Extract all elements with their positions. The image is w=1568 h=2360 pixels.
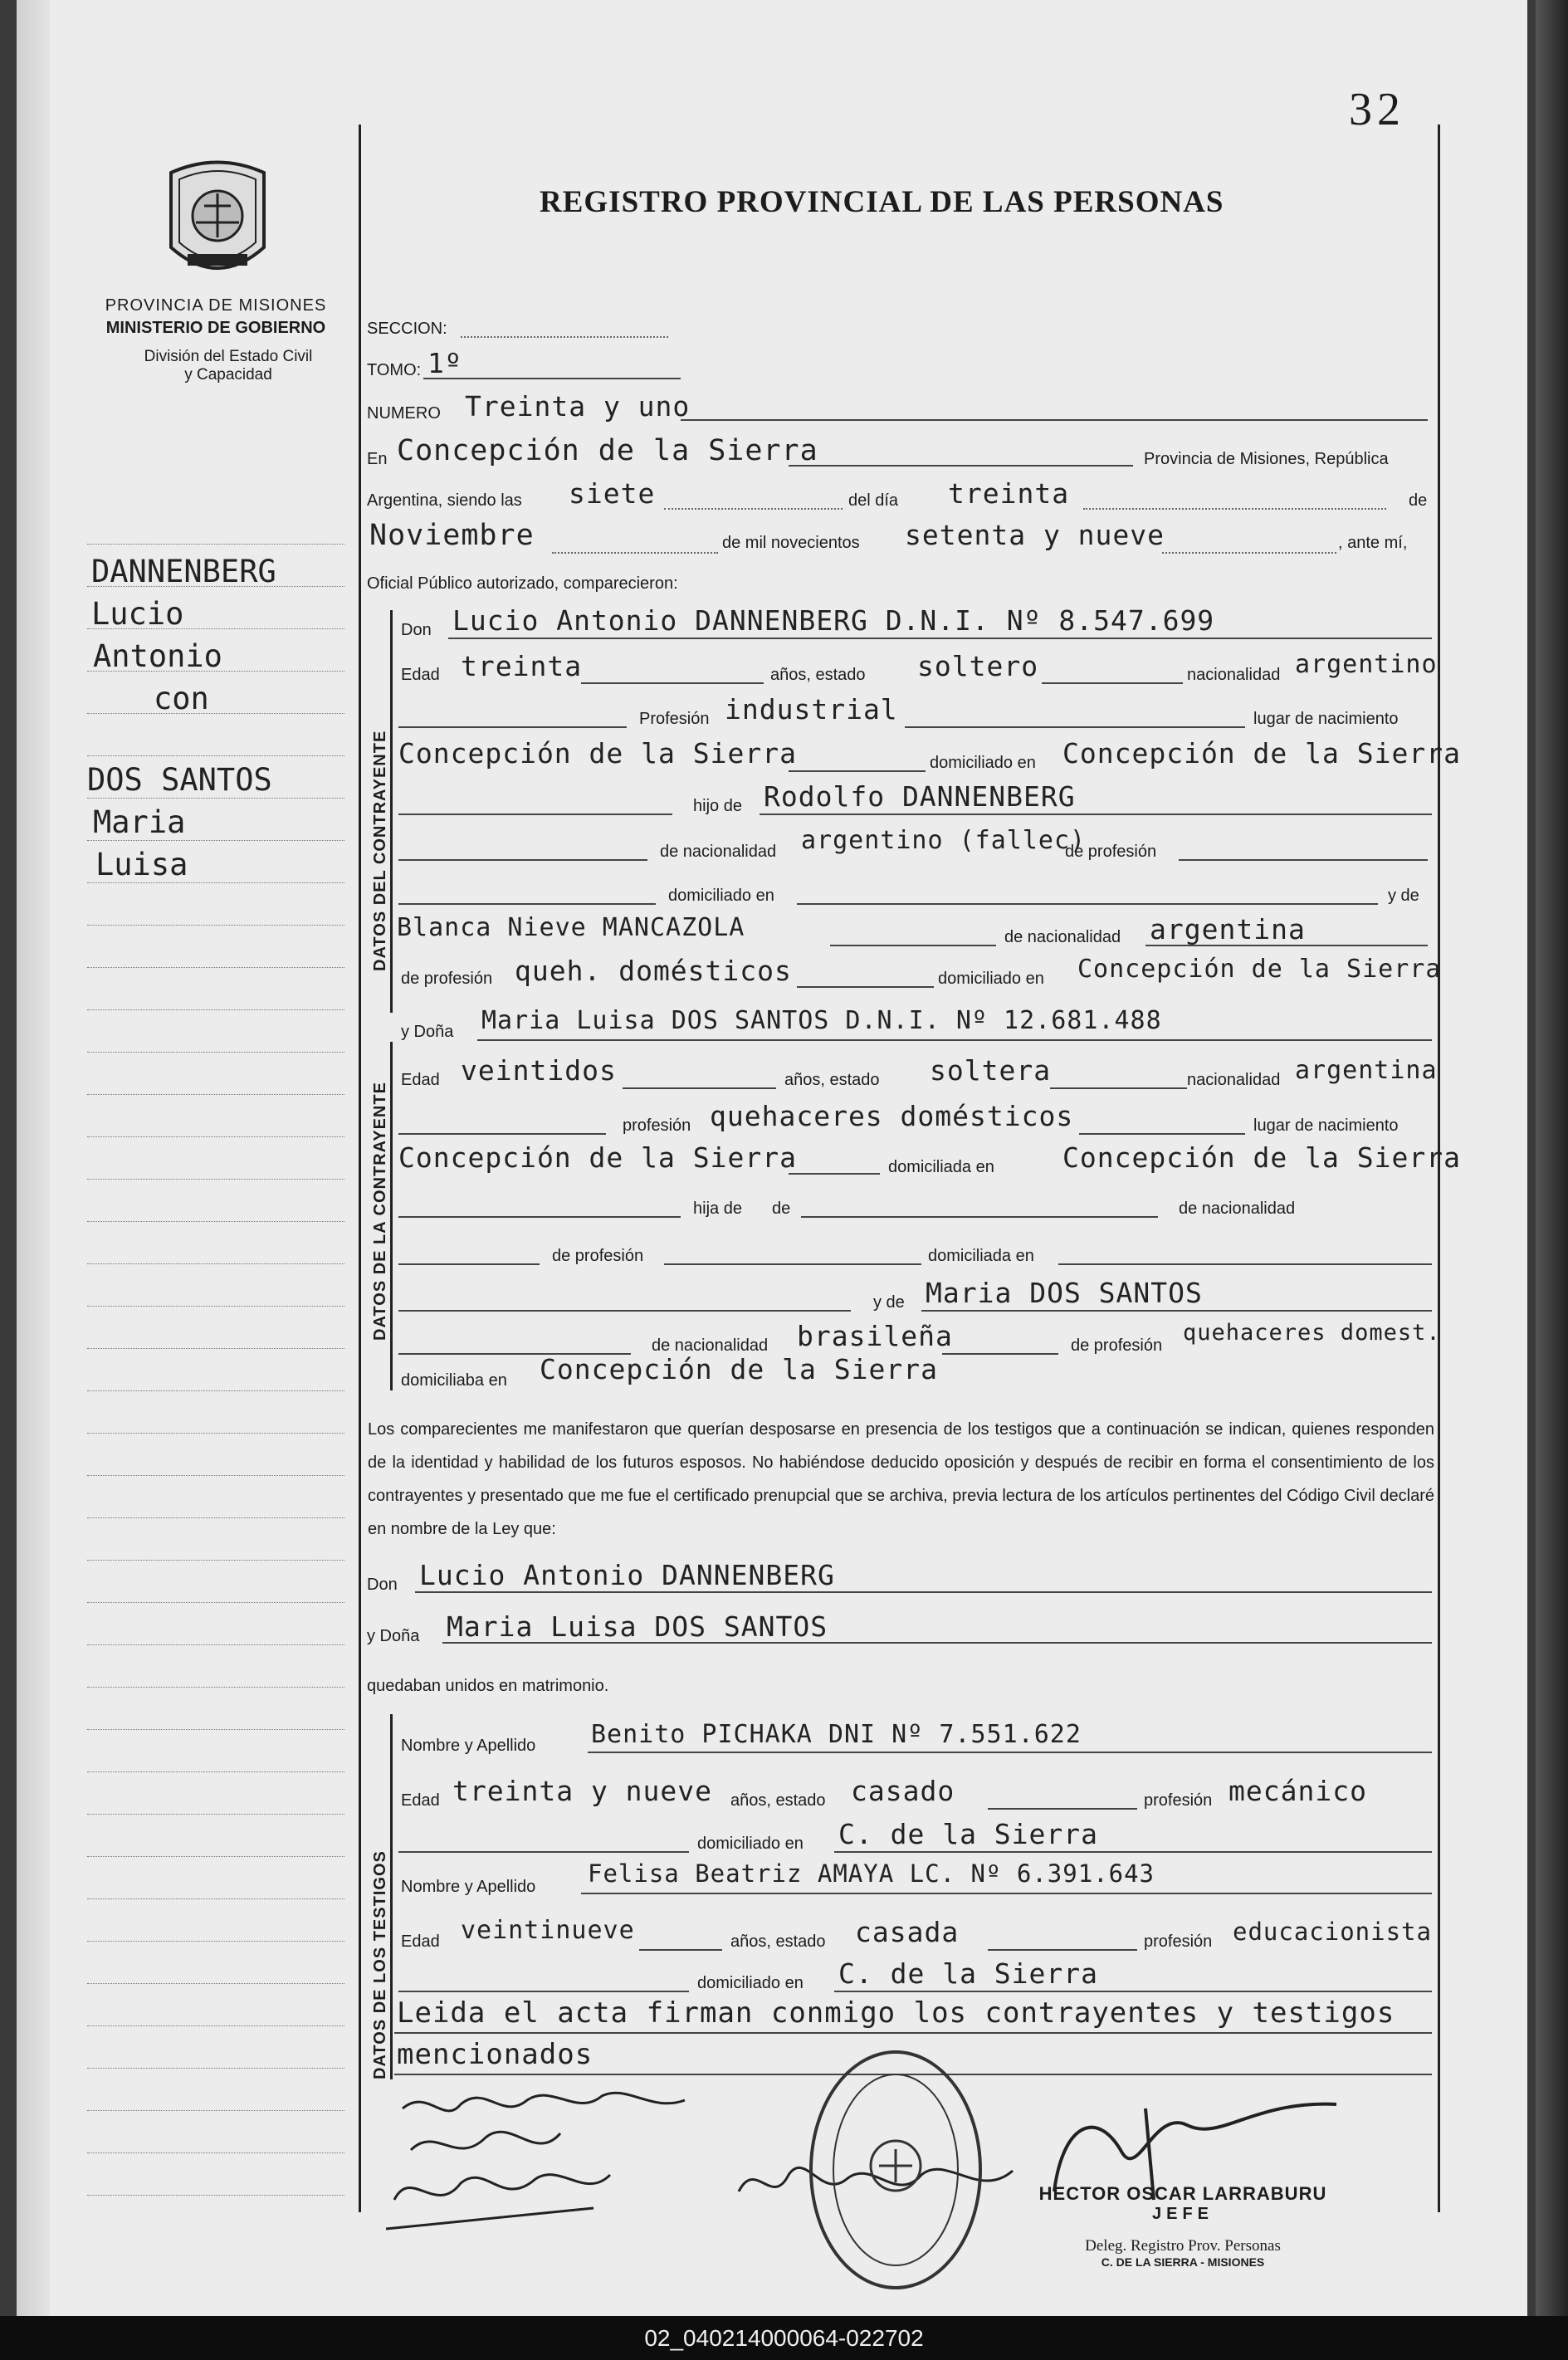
margin-line [87, 967, 344, 968]
margin-line [87, 1475, 344, 1476]
ministry-name: MINISTERIO DE GOBIERNO [105, 319, 326, 337]
t1-edad: treinta y nueve [452, 1775, 713, 1807]
de-label: de [1409, 491, 1428, 510]
margin-line [87, 2152, 344, 2153]
official-block [992, 2183, 1374, 2269]
margin-line [87, 1306, 344, 1307]
margin-line [87, 1771, 344, 1772]
month-value: Noviembre [369, 519, 535, 552]
t1-domicilio: C. de la Sierra [838, 1818, 1099, 1850]
mother-prof-line [797, 986, 934, 988]
contrayente-name-line [448, 638, 1432, 639]
division-name-1: División del Estado Civil [144, 348, 313, 365]
decl-dona-label: y Doña [367, 1627, 420, 1645]
margin-line [87, 544, 344, 545]
t2-estado: casada [855, 1916, 960, 1948]
t1-estado: casado [851, 1775, 955, 1807]
t1-estado-line [988, 1808, 1137, 1810]
profesion-line [905, 726, 1245, 728]
margin-note-line-7: Luisa [95, 847, 188, 882]
place-value: Concepción de la Sierra [397, 434, 818, 467]
contrayenta-profesion-label: profesión [623, 1116, 691, 1135]
t2-profesion-label: profesión [1144, 1932, 1213, 1951]
numero-label: NUMERO [367, 404, 441, 423]
mother-prof-label: de profesión [401, 970, 493, 988]
profesion-label: Profesión [639, 710, 710, 728]
testigos-side-label: DATOS DE LOS TESTIGOS [371, 1850, 389, 2079]
month-line [552, 552, 718, 554]
margin-line [87, 755, 344, 756]
footer-id: 02_040214000064-022702 [644, 2325, 924, 2351]
day-value: treinta [948, 477, 1070, 510]
contrayenta-nac: argentina [1295, 1056, 1438, 1085]
t2-domic-prefix-line [398, 1991, 689, 1992]
year-value: setenta y nueve [905, 519, 1165, 551]
place-line [789, 465, 1133, 467]
margin-note-line-6: Maria [93, 804, 186, 840]
page-left-edge [17, 0, 50, 2316]
nac-label: nacionalidad [1187, 666, 1281, 684]
t1-edad-label: Edad [401, 1791, 440, 1810]
margin-line [87, 713, 344, 714]
contrayente-nac: argentino [1295, 650, 1438, 679]
province-name: PROVINCIA DE MISIONES [105, 296, 327, 315]
mother-name-line [830, 945, 996, 946]
seccion-line [461, 336, 668, 338]
argentina-label: Argentina, siendo las [367, 491, 522, 510]
provincia-label: Provincia de Misiones, República [1144, 450, 1389, 468]
margin-line [87, 1390, 344, 1391]
official-stamp-icon [809, 2050, 982, 2289]
mother-domic-label: domiciliado en [938, 970, 1044, 988]
contrayente-profesion: industrial [725, 693, 898, 726]
dia-label: del día [848, 491, 899, 510]
edad-label: Edad [401, 666, 440, 684]
father-nac-prefix-line [398, 859, 647, 861]
hija-line [801, 1216, 1158, 1218]
margin-line [87, 1898, 344, 1899]
lugar-label: lugar de nacimiento [1253, 710, 1399, 728]
margin-note-line-2: Lucio [91, 596, 184, 632]
contrayenta-mother-prof-label: de profesión [1071, 1336, 1163, 1355]
division-name-2: y Capacidad [184, 366, 272, 384]
mother-prof: queh. domésticos [515, 955, 792, 987]
contrayenta-mother-nac-label: de nacionalidad [652, 1336, 769, 1355]
page-title: REGISTRO PROVINCIAL DE LAS PERSONAS [540, 185, 1224, 219]
margin-line [87, 1136, 344, 1137]
mother-nac: argentina [1150, 913, 1306, 945]
decl-don-label: Don [367, 1576, 398, 1594]
denac-label: de nacionalidad [660, 843, 777, 861]
margin-line [87, 2025, 344, 2026]
margin-line [87, 1179, 344, 1180]
father-domic-prefix-line [398, 903, 656, 905]
contrayenta-edad-label: Edad [401, 1071, 440, 1089]
margin-line [87, 1560, 344, 1561]
t2-name-line [581, 1893, 1432, 1894]
decl-dona-line [442, 1642, 1432, 1644]
hour-line [664, 508, 843, 510]
contrayente-side-label: DATOS DEL CONTRAYENTE [371, 730, 389, 971]
hija-prefix-line [398, 1216, 681, 1218]
margin-line [87, 1729, 344, 1730]
anos-label: años, estado [770, 666, 866, 684]
contrayenta-domic2-label: domiciliada en [928, 1247, 1034, 1265]
decl-don-line [415, 1591, 1432, 1593]
margin-line [87, 1009, 344, 1010]
father-prof-line [1179, 859, 1428, 861]
t2-estado-line [988, 1949, 1137, 1951]
en-label: En [367, 450, 388, 468]
margin-line [87, 925, 344, 926]
t1-anos-label: años, estado [730, 1791, 826, 1810]
margin-line [87, 1052, 344, 1053]
contrayente-domicilio: Concepción de la Sierra [1062, 737, 1461, 770]
closing-line-1-rule [394, 2032, 1432, 2034]
contrayenta-mother-nac-line [942, 1353, 1058, 1355]
t2-anos-label: años, estado [730, 1932, 826, 1951]
lugar-line [789, 770, 926, 772]
t2-edad: veintinueve [461, 1916, 635, 1945]
official-office: Deleg. Registro Prov. Personas [1085, 2237, 1281, 2255]
edad-line [581, 682, 764, 684]
official-name: HECTOR OSCAR LARRABURU [1038, 2183, 1327, 2204]
margin-note-line-1: DANNENBERG [91, 554, 276, 589]
contrayente-bracket [390, 610, 393, 1013]
year-label: de mil novecientos [722, 534, 860, 552]
margin-note-line-5: DOS SANTOS [87, 762, 272, 798]
t2-nombre-label: Nombre y Apellido [401, 1878, 536, 1896]
t1-name-line [588, 1752, 1432, 1753]
margin-line [87, 1814, 344, 1815]
contrayenta-nac-label: nacionalidad [1187, 1071, 1281, 1089]
t2-profesion: educacionista [1233, 1918, 1432, 1946]
margin-line [87, 1644, 344, 1645]
margin-line [87, 1221, 344, 1222]
margin-line [87, 2110, 344, 2111]
margin-line [87, 840, 344, 841]
father-domic-line [797, 903, 1378, 905]
contrayenta-mother-prof: quehaceres domest. [1183, 1320, 1441, 1346]
testigos-bracket [390, 1714, 393, 2079]
domiciliada-label: domiciliada en [888, 1158, 994, 1176]
father-nac: argentino (fallec) [801, 826, 1087, 855]
mother-domic: Concepción de la Sierra [1077, 955, 1442, 984]
domic2-label: domiciliado en [668, 887, 774, 905]
don-label: Don [401, 621, 432, 639]
margin-line [87, 1094, 344, 1095]
contrayenta-yde-label: y de [873, 1293, 905, 1312]
t2-domicilio: C. de la Sierra [838, 1957, 1099, 1990]
hija-label: hija de [693, 1200, 742, 1218]
contrayenta-domicilio: Concepción de la Sierra [1062, 1141, 1461, 1174]
ante-label: , ante mí, [1338, 534, 1408, 552]
contrayenta-denac-label: de nacionalidad [1179, 1200, 1296, 1218]
contrayenta-mother-domic: Concepción de la Sierra [540, 1353, 938, 1385]
numero-line [681, 419, 1428, 421]
contrayenta-prof-prefix-line [398, 1133, 606, 1135]
contrayenta-prof-line [1079, 1133, 1245, 1135]
t2-edad-label: Edad [401, 1932, 440, 1951]
margin-line [87, 2068, 344, 2069]
domiciliado-label: domiciliado en [930, 754, 1036, 772]
contrayenta-deprof-label: de profesión [552, 1247, 644, 1265]
margin-line [87, 1856, 344, 1857]
t1-profesion-label: profesión [1144, 1791, 1213, 1810]
contrayenta-mother-domic-label: domiciliaba en [401, 1371, 507, 1390]
contrayenta-mother-name: Maria DOS SANTOS [926, 1277, 1203, 1309]
t1-profesion: mecánico [1229, 1775, 1367, 1807]
hour-value: siete [569, 477, 656, 510]
tomo-value: 1º [427, 347, 462, 379]
closing-line-1: Leida el acta firman conmigo los contrayentes y testigos [397, 1996, 1395, 2030]
contrayenta-domic2-line [1058, 1263, 1432, 1265]
margin-line [87, 1602, 344, 1603]
contrayenta-edad-line [623, 1087, 776, 1089]
contrayente-lugar: Concepción de la Sierra [398, 737, 797, 770]
province-seal-icon [163, 156, 272, 281]
contrayenta-name-line [477, 1039, 1432, 1041]
page-number: 32 [1349, 84, 1405, 135]
contrayenta-lugar-line [789, 1173, 880, 1175]
hijo-label: hijo de [693, 797, 742, 815]
contrayenta-mother-nac: brasileña [797, 1320, 953, 1352]
contrayente-edad: treinta [461, 650, 583, 682]
declaration-text: Los comparecientes me manifestaron que querían desposarse en presencia de los testigos que a continuación se indican, quienes responden de la identidad y habilidad de los futuros esposos. No habiéndose deducido oposición y después de recibir en forma el consentimiento de los contrayentes y presentado que me fue el certificado prenupcial que se archiva, previa lectura de los artículos pertinentes del Código Civil declaré en nombre de la Ley que: [368, 1420, 1434, 1538]
contrayente-name: Lucio Antonio DANNENBERG D.N.I. Nº 8.547.699 [452, 604, 1215, 637]
estado-line [1042, 682, 1183, 684]
yde-label: y de [1388, 887, 1419, 905]
oficial-label: Oficial Público autorizado, comparecieron: [367, 574, 678, 593]
quedaban-text: quedaban unidos en matrimonio. [367, 1677, 609, 1695]
t1-domic-label: domiciliado en [697, 1835, 804, 1853]
contrayenta-anos-label: años, estado [784, 1071, 880, 1089]
official-role: JEFE [1151, 2205, 1214, 2223]
t1-nombre-label: Nombre y Apellido [401, 1737, 536, 1755]
margin-line [87, 1433, 344, 1434]
mother-name: Blanca Nieve MANCAZOLA [397, 913, 745, 942]
margin-note-line-3: Antonio [93, 638, 222, 674]
margin-line [87, 1687, 344, 1688]
official-place: C. DE LA SIERRA - MISIONES [1101, 2255, 1265, 2269]
t2-name: Felisa Beatriz AMAYA LC. Nº 6.391.643 [588, 1859, 1155, 1888]
decl-don-value: Lucio Antonio DANNENBERG [419, 1559, 835, 1591]
father-line [760, 814, 1432, 815]
contrayenta-estado: soltera [930, 1054, 1052, 1087]
signatures-contrayentes [378, 2084, 726, 2233]
contrayenta-deprof-prefix-line [398, 1263, 540, 1265]
numero-value: Treinta y uno [465, 390, 691, 423]
t1-domic-prefix-line [398, 1851, 689, 1853]
dona-label: y Doña [401, 1023, 454, 1041]
t2-edad-line [639, 1949, 722, 1951]
deprof-label: de profesión [1065, 843, 1157, 861]
contrayenta-deprof-line [664, 1263, 921, 1265]
margin-line [87, 1941, 344, 1942]
margin-line [87, 2195, 344, 2196]
left-frame-line [359, 125, 361, 2212]
contrayenta-lugar-label: lugar de nacimiento [1253, 1116, 1399, 1135]
footer-id-bar [0, 2316, 1568, 2360]
margin-line [87, 1263, 344, 1264]
contrayente-estado: soltero [917, 650, 1039, 682]
tomo-label: TOMO: [367, 361, 422, 379]
margin-line [87, 798, 344, 799]
year-line [1162, 552, 1336, 554]
mother-nac-line [1145, 945, 1428, 946]
profesion-prefix-line [398, 726, 627, 728]
margin-line [87, 1517, 344, 1518]
margin-line [87, 1348, 344, 1349]
tomo-line [423, 378, 681, 379]
t2-domic-label: domiciliado en [697, 1974, 804, 1992]
father-name: Rodolfo DANNENBERG [764, 780, 1076, 813]
contrayenta-profesion: quehaceres domésticos [710, 1100, 1074, 1132]
contrayenta-mother-line [921, 1310, 1432, 1312]
mother-nac-label: de nacionalidad [1004, 928, 1121, 946]
contrayenta-side-label: DATOS DE LA CONTRAYENTE [371, 1082, 389, 1341]
margin-line [87, 1983, 344, 1984]
contrayenta-yde-prefix-line [398, 1310, 851, 1312]
closing-line-2: mencionados [397, 2038, 593, 2071]
hijo-prefix-line [398, 814, 672, 815]
t1-name: Benito PICHAKA DNI Nº 7.551.622 [591, 1720, 1082, 1749]
contrayenta-de-label: de [772, 1200, 791, 1218]
contrayenta-name: Maria Luisa DOS SANTOS D.N.I. Nº 12.681.488 [481, 1006, 1162, 1035]
t2-domic-line [834, 1991, 1432, 1992]
contrayenta-lugar: Concepción de la Sierra [398, 1141, 797, 1174]
seccion-label: SECCION: [367, 320, 447, 338]
margin-line [87, 882, 344, 883]
contrayenta-bracket [390, 1042, 393, 1390]
margin-note-line-4: con [154, 681, 209, 716]
t1-domic-line [834, 1851, 1432, 1853]
day-line [1083, 508, 1386, 510]
decl-dona-value: Maria Luisa DOS SANTOS [447, 1610, 828, 1643]
province-header [83, 296, 349, 384]
contrayenta-estado-line [1050, 1087, 1187, 1089]
contrayenta-edad: veintidos [461, 1054, 617, 1087]
book-binding [1536, 0, 1568, 2316]
